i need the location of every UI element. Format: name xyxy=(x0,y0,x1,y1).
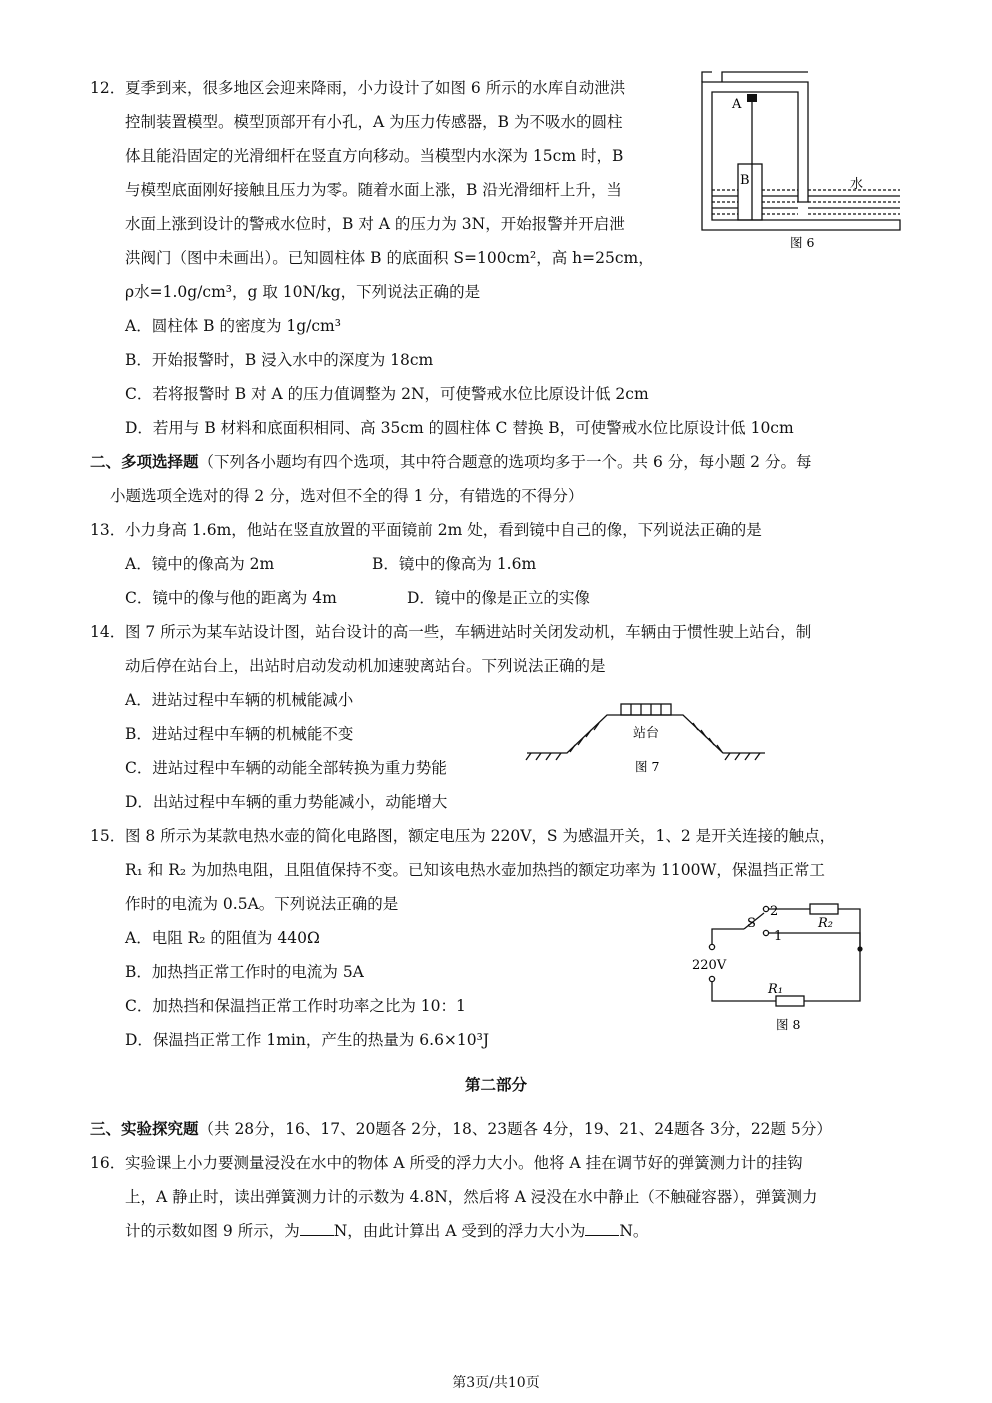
figure-6-reservoir-diagram xyxy=(690,72,910,262)
fig7-caption: 图 7 xyxy=(635,759,660,774)
q12-line-6: 洪阀门（图中未画出）。已知圆柱体 B 的底面积 S=100cm²，高 h=25cm， xyxy=(125,249,654,267)
q12-option-a: A．圆柱体 B 的密度为 1g/cm³ xyxy=(125,317,341,335)
part2-title: 第二部分 xyxy=(464,1075,527,1094)
q15-option-c: C．加热挡和保温挡正常工作时功率之比为 10：1 xyxy=(125,997,466,1015)
section3-heading: 三、实验探究题 xyxy=(90,1119,199,1138)
q16-blank-buoyancy[interactable] xyxy=(585,1219,619,1236)
fig6-caption: 图 6 xyxy=(790,235,815,250)
q12-line-5: 水面上涨到设计的警戒水位时，B 对 A 的压力为 3N，开始报警并开启泄 xyxy=(125,215,625,233)
fig8-contact-2: 2 xyxy=(770,904,779,919)
fig8-r1-label: R₁ xyxy=(768,982,783,997)
figure-8-circuit-diagram xyxy=(688,893,873,1038)
q12-number: 12． xyxy=(90,79,126,97)
q15-number: 15． xyxy=(90,827,126,845)
fig8-switch-label: S xyxy=(747,916,756,931)
resistor-r1 xyxy=(776,996,804,1006)
q14-option-c: C．进站过程中车辆的动能全部转换为重力势能 xyxy=(125,759,447,777)
q16-line-3-part-b: N，由此计算出 A 受到的浮力大小为 xyxy=(333,1222,586,1240)
page-footer: 第3页/共10页 xyxy=(452,1375,540,1391)
q16-line-3-part-a: 计的示数如图 9 所示，为 xyxy=(125,1222,300,1240)
junction-dot xyxy=(857,946,862,951)
q15-line-3: 作时的电流为 0.5A。下列说法正确的是 xyxy=(125,895,399,913)
section3-instructions: （共 28分，16、17、20题各 2分，18、23题各 4分，19、21、24题各 3分，22题 5分） xyxy=(198,1120,832,1138)
q12-line-2: 控制装置模型。模型顶部开有小孔，A 为压力传感器，B 为不吸水的圆柱 xyxy=(125,113,623,131)
fig8-r2-label: R₂ xyxy=(818,916,833,931)
q12-line-1: 夏季到来，很多地区会迎来降雨，小力设计了如图 6 所示的水库自动泄洪 xyxy=(125,79,626,97)
q16-blank-reading[interactable] xyxy=(300,1219,334,1236)
q14-option-a: A．进站过程中车辆的机械能减小 xyxy=(125,691,354,709)
fig6-label-water: 水 xyxy=(850,177,864,192)
q15-option-a: A．电阻 R₂ 的阻值为 440Ω xyxy=(125,929,320,947)
pressure-sensor-a-icon xyxy=(747,94,757,102)
q14-option-b: B．进站过程中车辆的机械能不变 xyxy=(125,725,354,743)
q13-stem: 小力身高 1.6m，他站在竖直放置的平面镜前 2m 处，看到镜中自己的像，下列说法正确的是 xyxy=(125,521,762,539)
q16-line-3 xyxy=(125,1214,648,1248)
fig8-contact-1: 1 xyxy=(774,929,783,944)
q12-line-7: ρ水=1.0g/cm³，g 取 10N/kg，下列说法正确的是 xyxy=(125,283,481,301)
q12-option-b: B．开始报警时，B 浸入水中的深度为 18cm xyxy=(125,351,434,369)
q13-option-b: B．镜中的像高为 1.6m xyxy=(372,555,537,573)
q12-line-3: 体且能沿固定的光滑细杆在竖直方向移动。当模型内水深为 15cm 时，B xyxy=(125,147,624,165)
q14-number: 14． xyxy=(90,623,126,641)
q13-option-c: C．镜中的像与他的距离为 4m xyxy=(125,589,337,607)
fig8-voltage-label: 220V xyxy=(692,958,727,973)
q15-line-1: 图 8 所示为某款电热水壶的简化电路图，额定电压为 220V，S 为感温开关，1、2 是开关连接的触点， xyxy=(125,827,836,845)
q16-line-2: 上，A 静止时，读出弹簧测力计的示数为 4.8N，然后将 A 浸没在水中静止（不触碰容器），弹簧测力 xyxy=(125,1188,818,1206)
q12-option-c: C．若将报警时 B 对 A 的压力值调整为 2N，可使警戒水位比原设计低 2cm xyxy=(125,385,649,403)
q13-option-a: A．镜中的像高为 2m xyxy=(125,555,275,573)
fig7-platform-label: 站台 xyxy=(633,726,660,741)
fig6-label-b: B xyxy=(740,173,750,188)
q16-line-1: 实验课上小力要测量浸没在水中的物体 A 所受的浮力大小。他将 A 挂在调节好的弹簧测力计的挂钩 xyxy=(125,1154,803,1172)
q14-line-2: 动后停在站台上，出站时启动发动机加速驶离站台。下列说法正确的是 xyxy=(125,657,606,675)
fig6-label-a: A xyxy=(732,97,742,112)
q16-number: 16． xyxy=(90,1154,126,1172)
q13-option-d: D．镜中的像是正立的实像 xyxy=(407,589,590,607)
q16-line-3-part-c: N。 xyxy=(619,1222,649,1240)
fig8-caption: 图 8 xyxy=(776,1017,801,1032)
resistor-r2 xyxy=(810,904,838,914)
section2-instructions-line2: 小题选项全选对的得 2 分，选对但不全的得 1 分，有错选的不得分） xyxy=(110,487,584,505)
q13-number: 13． xyxy=(90,521,126,539)
section2-heading: 二、多项选择题 xyxy=(90,452,199,471)
section3-header xyxy=(90,1112,832,1146)
q12-line-4: 与模型底面刚好接触且压力为零。随着水面上涨，B 沿光滑细杆上升，当 xyxy=(125,181,622,199)
q15-line-2: R₁ 和 R₂ 为加热电阻，且阻值保持不变。已知该电热水壶加热挡的额定功率为 1100W，保温挡正常工 xyxy=(125,861,825,879)
q14-line-1: 图 7 所示为某车站设计图，站台设计的高一些，车辆进站时关闭发动机，车辆由于惯性驶上站台，制 xyxy=(125,623,812,641)
section2-instructions: （下列各小题均有四个选项，其中符合题意的选项均多于一个。共 6 分，每小题 2 分。每 xyxy=(198,453,812,471)
q12-option-d: D．若用与 B 材料和底面积相同、高 35cm 的圆柱体 C 替换 B，可使警戒水位比原设计低 10cm xyxy=(125,419,794,437)
q14-option-d: D．出站过程中车辆的重力势能减小，动能增大 xyxy=(125,793,448,811)
section2-header xyxy=(90,445,811,479)
q15-option-b: B．加热挡正常工作时的电流为 5A xyxy=(125,963,364,981)
figure-7-station-diagram xyxy=(525,695,770,780)
q15-option-d: D．保温挡正常工作 1min，产生的热量为 6.6×10³J xyxy=(125,1031,490,1049)
